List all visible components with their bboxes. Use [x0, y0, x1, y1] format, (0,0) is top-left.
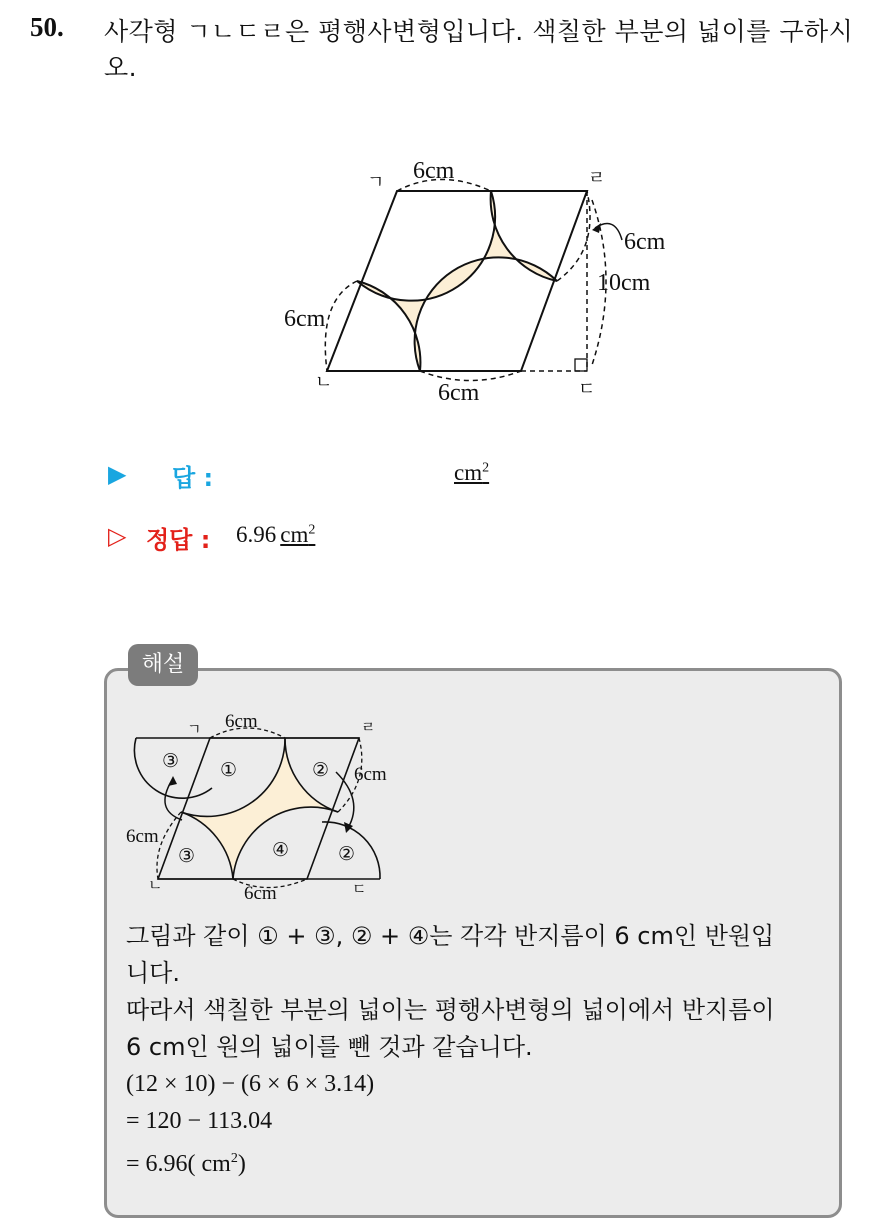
solution-figure [112, 700, 412, 910]
solution-line: 니다. [126, 959, 180, 987]
arc-right [491, 191, 557, 281]
vertex-label: ㄷ [578, 379, 596, 400]
correct-value: 6.96 $cm^2$ [236, 522, 316, 547]
calc-result: = 6.96( $cm^2$) [126, 1151, 246, 1177]
right-angle-mark [575, 359, 587, 371]
bottom-length-label: 6cm [438, 380, 480, 406]
dashed-left [325, 281, 357, 371]
vertex-label: ㄷ [352, 880, 367, 898]
top-length-label: 6cm [413, 158, 455, 184]
bottom-length-label: 6cm [244, 883, 277, 904]
piece-label: ② [312, 759, 330, 781]
left-length-label: 6cm [284, 306, 326, 332]
piece-label: ③ [162, 750, 180, 772]
calc-line: = 120 − 113.04 [126, 1108, 273, 1134]
answer-row [108, 456, 608, 496]
piece-label: ② [338, 843, 356, 865]
correct-marker-icon: ▷ [108, 522, 127, 550]
parallelogram-figure [270, 150, 690, 410]
move-arrowhead-right [344, 822, 353, 833]
vertex-label: ㄴ [315, 372, 333, 393]
vertex-label: ㄱ [367, 172, 385, 193]
piece-label: ① [220, 759, 238, 781]
vertex-label: ㄹ [588, 168, 606, 189]
solution-line: 그림과 같이 ① + ③, ② + ④는 각각 반지름이 6 cm인 반원입 [126, 922, 775, 950]
move-arrowhead-left [168, 776, 177, 786]
top-length-label: 6cm [225, 711, 258, 732]
correct-label: 정답 : [146, 526, 211, 554]
question-text: 사각형 ㄱㄴㄷㄹ은 평행사변형입니다. 색칠한 부분의 넓이를 구하시오. [104, 17, 854, 82]
radius-arrowhead [592, 223, 601, 233]
solution-line: 따라서 색칠한 부분의 넓이는 평행사변형의 넓이에서 반지름이 [126, 996, 775, 1024]
vertex-label: ㄱ [187, 720, 202, 738]
left-length-label: 6cm [126, 826, 159, 847]
piece-label: ③ [178, 845, 196, 867]
question-number: 50. [30, 12, 64, 42]
solution-line: 6 cm인 원의 넓이를 뺀 것과 같습니다. [126, 1033, 533, 1061]
vertex-label: ㄹ [361, 718, 376, 736]
answer-label: 답 : [172, 464, 214, 492]
calc-line: (12 × 10) − (6 × 6 × 3.14) [126, 1071, 375, 1097]
solution-text [126, 918, 836, 1183]
move-arrow-right [336, 772, 354, 828]
height-label: 10cm [597, 270, 651, 296]
arc-left [357, 281, 420, 371]
piece-label: ④ [272, 839, 290, 861]
vertex-label: ㄴ [148, 876, 163, 894]
arc-top [357, 191, 495, 301]
right-length-label: 6cm [354, 764, 387, 785]
radius-label: 6cm [624, 229, 666, 255]
dashed-right [557, 191, 590, 281]
answer-marker-icon: ▶ [108, 460, 127, 488]
solution-tag: 해설 [128, 644, 198, 686]
correct-answer-row [108, 518, 608, 558]
answer-unit: $cm^2$ [454, 460, 490, 485]
